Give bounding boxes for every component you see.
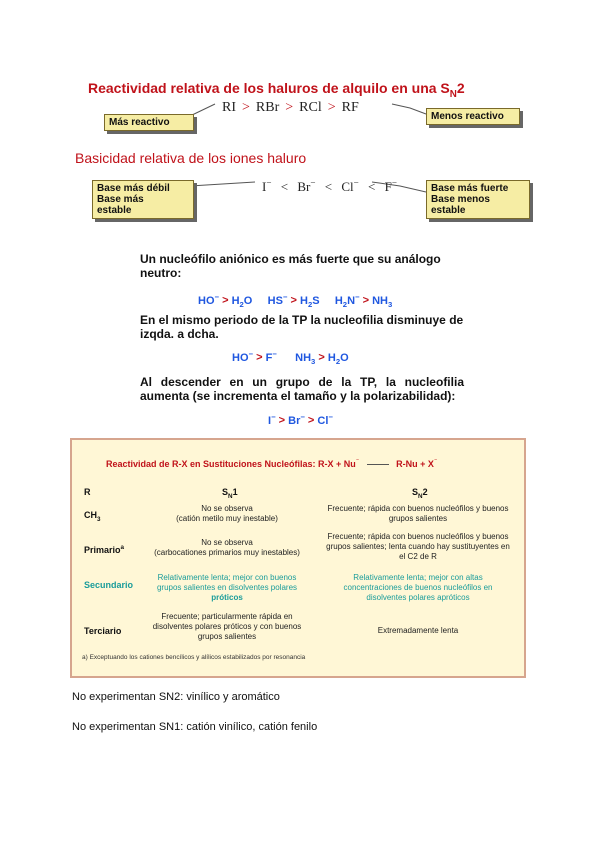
cell-terciario-sn2: Extremadamente lenta bbox=[377, 626, 459, 635]
callout-less-reactive: Menos reactivo bbox=[426, 108, 520, 125]
paragraph-period-trend: En el mismo periodo de la TP la nucleofilia disminuye de izqda. a dcha. bbox=[140, 313, 464, 341]
cell-primario-sn2: Frecuente; rápida con buenos nucleófilos y buenos grupos salientes; lenta cuando hay sustituyentes en el C2 de R bbox=[326, 532, 510, 561]
arrow-icon bbox=[367, 464, 389, 465]
cell-primario-sn1: No se observa (carbocationes primarios muy inestables) bbox=[154, 538, 300, 557]
reactivity-table bbox=[70, 438, 526, 678]
header-r: R bbox=[84, 487, 91, 497]
halide-basicity-series: I− < Br− < Cl− < F− bbox=[262, 178, 397, 195]
cell-ch3-sn2: Frecuente; rápida con buenos nucleófilos y buenos grupos salientes bbox=[327, 504, 509, 523]
row-label-primario: Primario$^a$ bbox=[84, 544, 125, 555]
series-item: F− bbox=[384, 178, 397, 195]
series-item: RCl bbox=[299, 100, 322, 115]
cell-ch3-sn1: No se observa (catión metilo muy inestable) bbox=[176, 504, 278, 523]
equation-row-1: $HO^- > H_2O$ $HS^- > H_2S$ $H_2N^- > NH_3$ bbox=[198, 292, 393, 309]
callout-weakest-base: Base más débil Base más estable bbox=[92, 180, 194, 219]
equation-row-2: HO− > F− $NH_3 > H_2O$ bbox=[232, 349, 349, 366]
paragraph-group-trend: Al descender en un grupo de la TP, la nucleofilia aumenta (se incrementa el tamaño y la polarizabilidad): bbox=[140, 375, 464, 403]
note-no-sn2: No experimentan SN2: vinílico y aromático bbox=[72, 691, 280, 703]
section1-title: Reactividad relativa de los haluros de alquilo en una $S_N2$ bbox=[88, 80, 465, 100]
section2-title: Basicidad relativa de los iones haluro bbox=[75, 150, 307, 166]
series-item: Br− bbox=[297, 178, 316, 195]
halide-reactivity-series: RI > RBr > RCl > RF bbox=[222, 100, 359, 115]
row-label-terciario: Terciario bbox=[84, 626, 122, 636]
cell-secundario-sn2: Relativamente lenta; mejor con altas concentraciones de buenos nucleófilos en disolventes polares apróticos bbox=[343, 573, 493, 602]
callout-more-reactive: Más reactivo bbox=[104, 114, 194, 131]
note-no-sn1: No experimentan SN1: catión vinílico, catión fenilo bbox=[72, 721, 318, 733]
cell-terciario-sn1: Frecuente; particularmente rápida en disolventes polares próticos y con buenos grupos salientes bbox=[152, 612, 302, 641]
paragraph-anionic-nucleophile: Un nucleófilo aniónico es más fuerte que su análogo neutro: bbox=[140, 252, 441, 280]
header-sn2: $S_N2$ bbox=[412, 487, 428, 500]
series-item: Cl− bbox=[341, 178, 359, 195]
table-title: Reactividad de R-X en Sustituciones Nucleófilas: R-X + Nu⁻ R-Nu + X⁻ bbox=[106, 458, 438, 469]
table-footnote: a) Exceptuando los cationes bencílicos y alílicos estabilizados por resonancia bbox=[82, 654, 306, 661]
series-item: RBr bbox=[255, 100, 280, 115]
header-sn1: $S_N1$ bbox=[222, 487, 238, 500]
row-label-ch3: $CH_3$ bbox=[84, 510, 101, 523]
equation-row-3: I− > Br− > Cl− bbox=[268, 412, 333, 427]
series-item: RI bbox=[222, 100, 236, 115]
series-item: I− bbox=[262, 178, 272, 195]
callout-strongest-base: Base más fuerte Base menos estable bbox=[426, 180, 530, 219]
series-item: RF bbox=[341, 100, 359, 115]
cell-secundario-sn1: Relativamente lenta; mejor con buenos grupos salientes en disolventes polares próticos bbox=[156, 573, 298, 602]
row-label-secundario: Secundario bbox=[84, 580, 134, 590]
